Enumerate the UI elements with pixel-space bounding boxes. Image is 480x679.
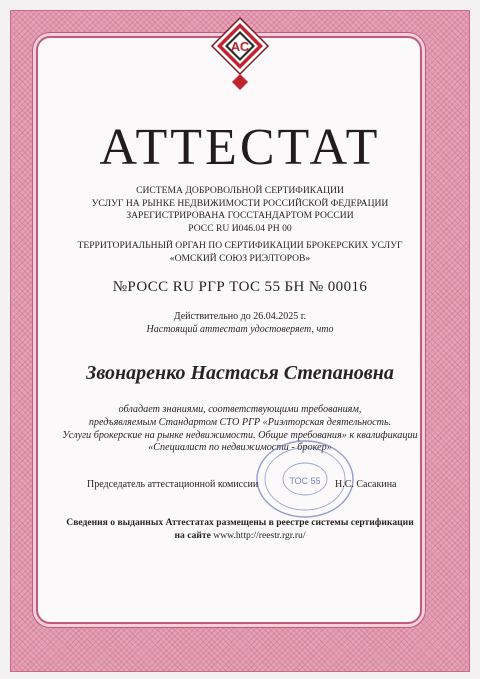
certification-system-block — [0, 185, 480, 235]
svg-text:АС: АС — [230, 39, 250, 54]
association-logo-icon — [210, 16, 270, 106]
system-line: ЗАРЕГИСТРИРОВАНА ГОССТАНДАРТОМ РОССИИ — [126, 210, 354, 221]
organ-line: ТЕРРИТОРИАЛЬНЫЙ ОРГАН ПО СЕРТИФИКАЦИИ БРОКЕРСКИХ УСЛУГ — [77, 240, 403, 251]
system-line: УСЛУГ НА РЫНКЕ НЕДВИЖИМОСТИ РОССИЙСКОЙ ФЕДЕРАЦИИ — [91, 197, 389, 209]
qualification-line: Услуги брокерские на рынке недвижимости. Общие требования» к квалификации — [62, 429, 418, 441]
qualification-text — [0, 404, 480, 455]
registry-line-2 — [0, 529, 480, 542]
chair-name: Н.С. Сасакина — [335, 479, 397, 490]
certificate-title: АТТЕСТАТ — [99, 119, 381, 176]
stamp-text: ТОС 55 — [289, 476, 321, 486]
system-line: РОСС RU И046.04 РН 00 — [188, 222, 292, 234]
registry-info — [0, 516, 480, 542]
system-line: СИСТЕМА ДОБРОВОЛЬНОЙ СЕРТИФИКАЦИИ — [136, 185, 344, 196]
qualification-line: «Специалист по недвижимости - брокер» — [148, 442, 332, 454]
registry-url: www.http://reestr.rgr.ru/ — [213, 530, 306, 541]
registry-prefix: на сайте — [174, 530, 211, 541]
certificate-number: №РОСС RU РГР ТОС 55 БН № 00016 — [112, 279, 368, 295]
intro-text: Настоящий аттестат удостоверяет, что — [146, 324, 334, 335]
qualification-line: обладает знаниями, соответствующими требованиям, — [118, 404, 362, 415]
qualification-line: предъявляемым Стандартом СТО РГР «Риэлторская деятельность. — [88, 416, 392, 428]
certification-organ-block — [0, 240, 480, 265]
organ-line: «ОМСКИЙ СОЮЗ РИЭЛТОРОВ» — [169, 252, 311, 264]
validity-date: Действительно до 26.04.2025 г. — [173, 311, 307, 322]
holder-name: Звонаренко Настасья Степановна — [86, 362, 394, 384]
chair-label: Председатель аттестационной комиссии — [87, 479, 259, 490]
registry-line: Сведения о выданных Аттестатах размещены в реестре системы сертификации — [66, 517, 414, 528]
